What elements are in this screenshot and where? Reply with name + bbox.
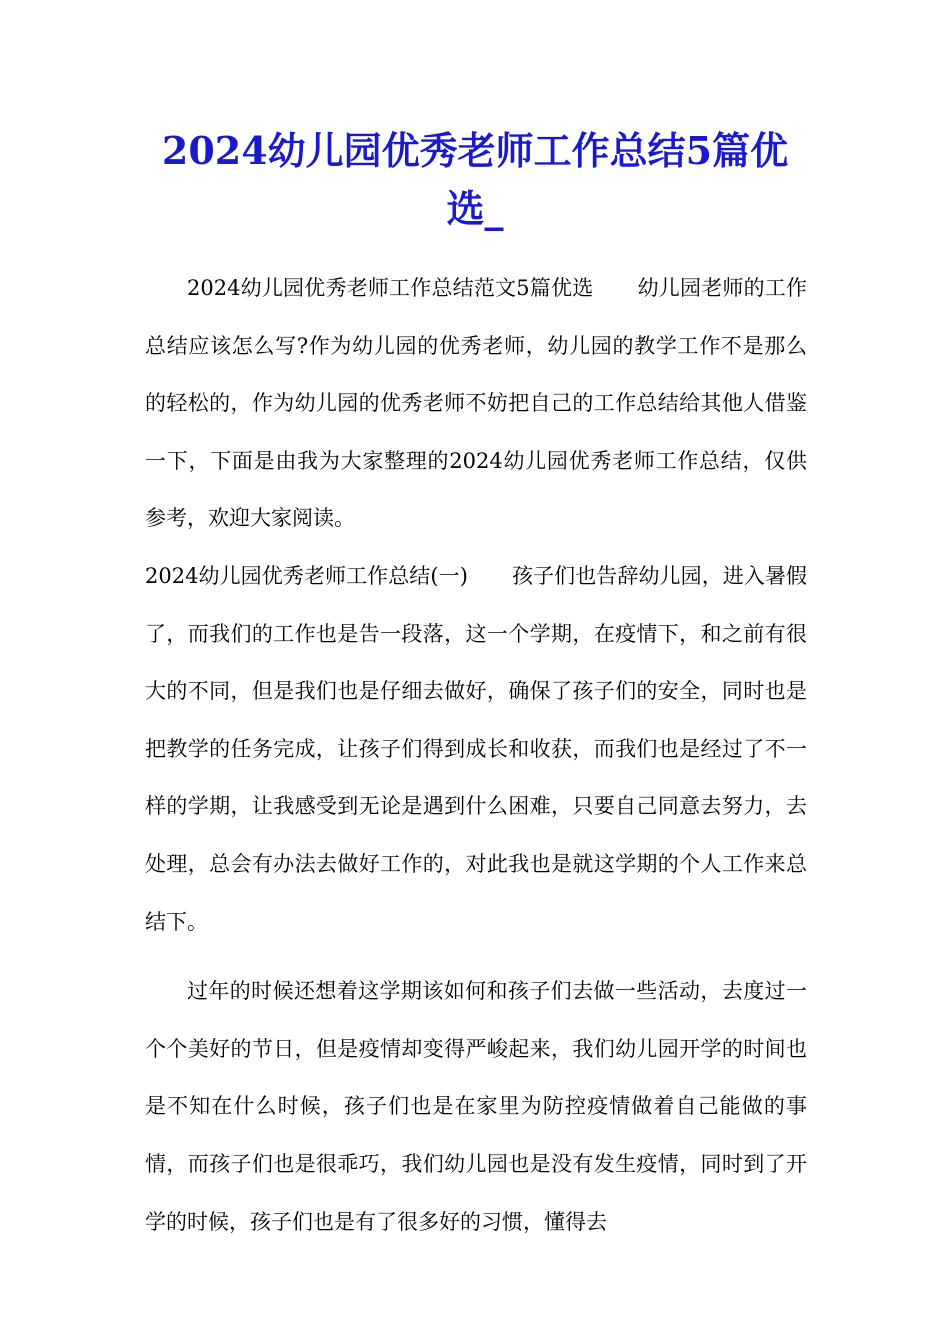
paragraph-2: 过年的时候还想着这学期该如何和孩子们去做一些活动，去度过一个个美好的节日，但是疫情却变得严峻起来，我们幼儿园开学的时间也是不知在什么时候，孩子们也是在家里为防控疫情做着自己能做的事情，而孩子们也是很乖巧，我们幼儿园也是没有发生疫情，同时到了开学的时候，孩子们也是有了很多好的习惯，懂得去 xyxy=(145,979,807,1234)
document-body xyxy=(145,260,807,1251)
section1-heading: 2024幼儿园优秀老师工作总结(一) xyxy=(145,563,468,588)
paragraph-spacer xyxy=(145,951,807,963)
intro-lead: 2024幼儿园优秀老师工作总结范文5篇优选 xyxy=(187,276,594,300)
section1-body: 孩子们也告辞幼儿园，进入暑假了，而我们的工作也是告一段落，这一个学期，在疫情下，和之前有很大的不同，但是我们也是仔细去做好，确保了孩子们的安全，同时也是把教学的任务完成，让孩子们得到成长和收获，而我们也是经过了不一样的学期，让我感受到无论是遇到什么困难，只要自己同意去努力，去处理，总会有办法去做好工作的，对此我也是就这学期的个人工作来总结下。 xyxy=(145,563,808,934)
intro-paragraph xyxy=(145,260,807,548)
intro-body: 幼儿园老师的工作总结应该怎么写?作为幼儿园的优秀老师，幼儿园的教学工作不是那么的轻松的，作为幼儿园的优秀老师不妨把自己的工作总结给其他人借鉴一下，下面是由我为大家整理的2024幼儿园优秀老师工作总结，仅供参考，欢迎大家阅读。 xyxy=(145,276,808,531)
document-title: 2024幼儿园优秀老师工作总结5篇优选_ xyxy=(161,128,789,231)
section1-paragraph xyxy=(145,548,807,951)
